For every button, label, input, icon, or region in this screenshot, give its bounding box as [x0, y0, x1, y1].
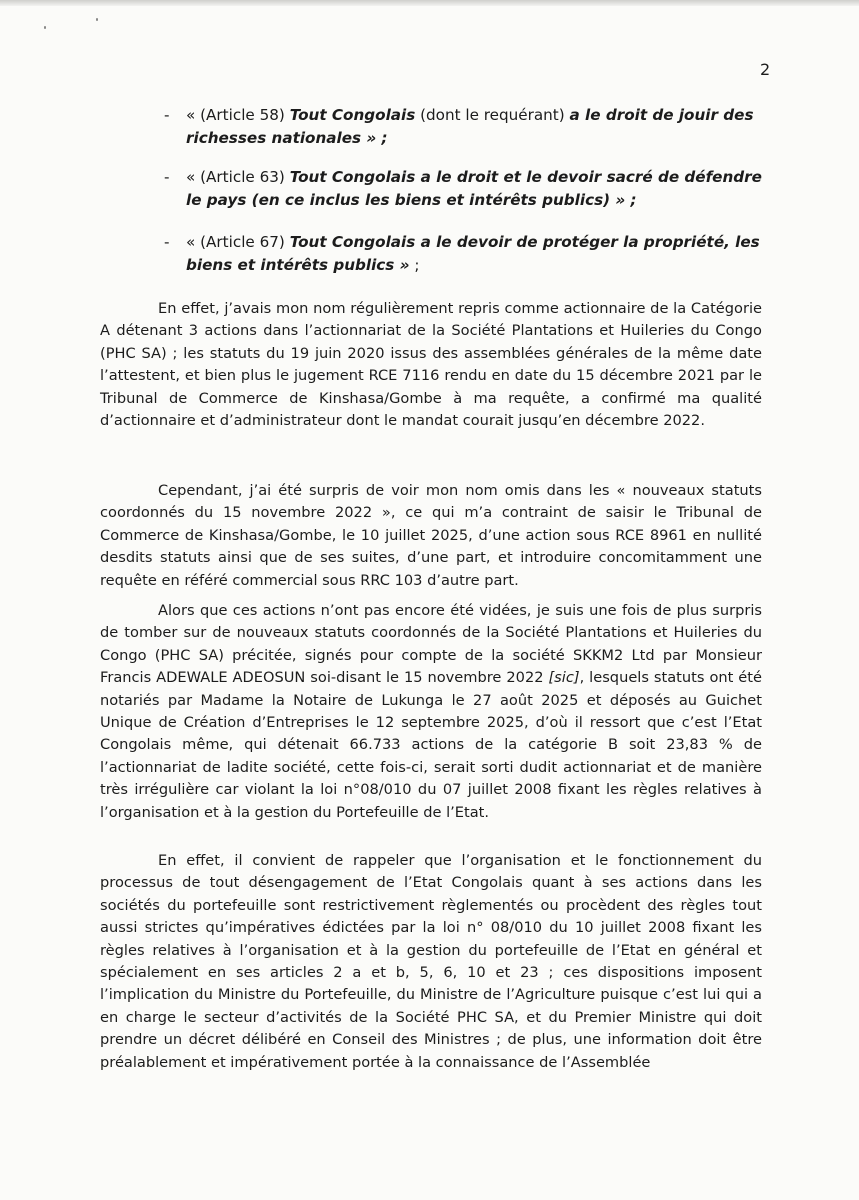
paragraph-1: En effet, j’avais mon nom régulièrement repris comme actionnaire de la Catégorie A détenant 3 actions dans l’actionnariat de la Société Plantations et Huileries du Congo (PHC SA) ; les statuts du 19 juin 2020 issus des assemblées générales de la même date l’attestent, et bien plus le jugement RCE 7116 rendu en date du 15 décembre 2021 par le Tribunal de Commerce de Kinshasa/Gombe à ma requête, a confirmé ma qualité d’actionnaire et d’administrateur dont le mandat courait jusqu’en décembre 2022. — [100, 300, 762, 430]
list-dash: - — [164, 106, 170, 124]
list-dash: - — [164, 233, 170, 251]
page-number: 2 — [760, 60, 771, 79]
paragraph-4: En effet, il convient de rappeler que l’organisation et le fonctionnement du processus de tout désengagement de l’Etat Congolais quant à ses actions dans les sociétés du portefeuille sont restrictivement règlementés ou procèdent des règles tout aussi strictes qu’impératives édictées par la loi n° 08/010 du 10 juillet 2008 fixant les règles relatives à l’organisation et à la gestion du portefeuille de l’Etat en général et spécialement en ses articles 2 a et b, 5, 6, 10 et 23 ; ces dispositions imposent l’implication du Ministre du Portefeuille, du Ministre de l’Agriculture puisque c’est lui qui a en charge le secteur d’activités de la Société PHC SA, et du Premier Ministre qui doit prendre un décret délibéré en Conseil des Ministres ; de plus, une information doit être préalablement et impérativement portée à la connaissance de l’Assemblée — [100, 852, 762, 1071]
article-58-item — [164, 104, 774, 150]
article-63-text — [186, 166, 774, 212]
scan-speck — [96, 18, 98, 21]
article-67-text — [186, 231, 774, 277]
article-58-subject: Tout Congolais — [289, 106, 416, 124]
article-58-quote: a le droit de jouir des richesses nationales » ; — [186, 106, 754, 147]
article-67-item — [164, 231, 774, 277]
scan-edge — [0, 0, 859, 6]
paragraph-3-part-2: , lesquels statuts ont été notariés par Madame la Notaire de Lukunga le 27 août 2025 et déposés au Guichet Unique de Création d’Entreprises le 12 septembre 2025, d’où il ressort que c’est l’Etat Congolais même, qui détenait 66.733 actions de la catégorie B soit 23,83 % de l’actionnariat de ladite société, cette fois-ci, serait sorti dudit actionnariat et de manière très irrégulière car violant la loi n°08/010 du 07 juillet 2008 fixant les règles relatives à l’organisation et à la gestion du Portefeuille de l’Etat. — [100, 669, 762, 821]
paragraph-3 — [100, 600, 762, 824]
article-63-quote: Tout Congolais a le droit et le devoir sacré de défendre le pays (en ce inclus les biens et intérêts publics) » ; — [186, 168, 762, 209]
paragraph-2: Cependant, j’ai été surpris de voir mon nom omis dans les « nouveaux statuts coordonnés du 15 novembre 2022 », ce qui m’a contraint de saisir le Tribunal de Commerce de Kinshasa/Gombe, le 10 juillet 2025, d’une action sous RCE 8961 en nullité desdits statuts ainsi que de ses suites, d’une part, et introduire concomitamment une requête en référé commercial sous RRC 103 d’autre part. — [100, 482, 762, 589]
article-58-aside: (dont le requérant) — [415, 106, 570, 124]
article-63-item — [164, 166, 774, 212]
list-dash: - — [164, 168, 170, 186]
article-67-end: ; — [409, 256, 420, 274]
article-67-quote: Tout Congolais a le devoir de protéger la propriété, les biens et intérêts publics » — [186, 233, 760, 274]
article-63-ref: « (Article 63) — [186, 168, 290, 186]
paragraph-3-part-1: Alors que ces actions n’ont pas encore été vidées, je suis une fois de plus surpris de tomber sur de nouveaux statuts coordonnés de la Société Plantations et Huileries du Congo (PHC SA) précitée, signés pour compte de la société SKKM2 Ltd par Monsieur Francis ADEWALE ADEOSUN soi-disant le 15 novembre 2022 — [100, 602, 762, 687]
article-58-text — [186, 104, 774, 150]
sic-marker: [sic] — [548, 669, 580, 687]
article-67-ref: « (Article 67) — [186, 233, 290, 251]
article-58-ref: « (Article 58) — [186, 106, 290, 124]
scan-speck — [44, 26, 46, 29]
